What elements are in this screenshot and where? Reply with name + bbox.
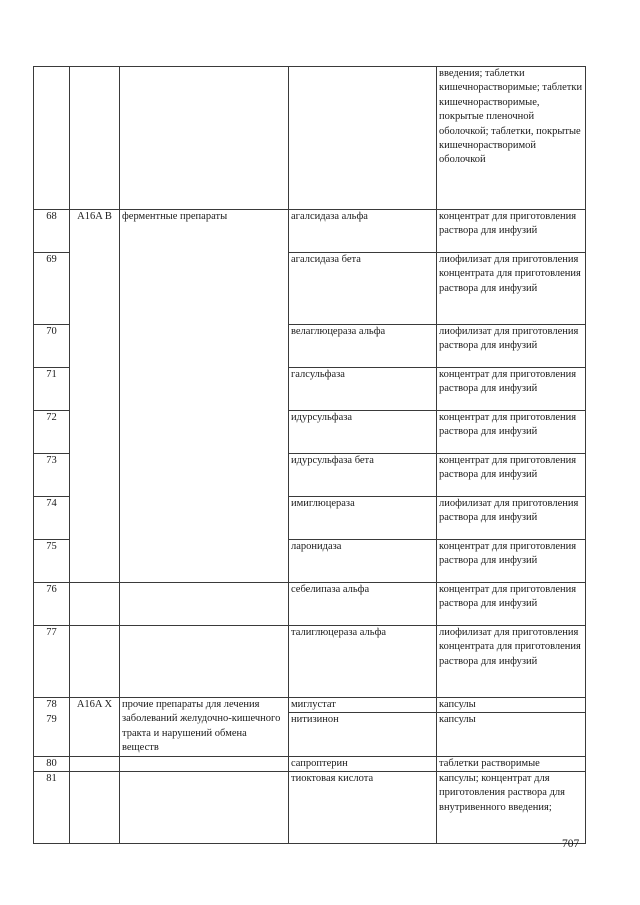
drug-name: велаглюцераза альфа	[289, 325, 437, 368]
row-number: 72	[34, 411, 70, 454]
drug-name: ларонидаза	[289, 540, 437, 583]
dosage-form: концентрат для приготовления раствора для инфузий	[437, 368, 586, 411]
dosage-form: концентрат для приготовления раствора для инфузий	[437, 210, 586, 253]
row-number: 71	[34, 368, 70, 411]
dosage-form: таблетки растворимые	[437, 756, 586, 771]
dosage-form: лиофилизат для приготовления раствора для инфузий	[437, 497, 586, 540]
dosage-form: концентрат для приготовления раствора для инфузий	[437, 540, 586, 583]
drug-name: тиоктовая кислота	[289, 772, 437, 844]
table-row	[34, 67, 586, 210]
dosage-form: лиофилизат для приготовления концентрата для приготовления раствора для инфузий	[437, 626, 586, 698]
row-number: 79	[34, 713, 70, 756]
dosage-form: концентрат для приготовления раствора для инфузий	[437, 454, 586, 497]
atc-code	[70, 67, 120, 210]
group-name: ферментные препараты	[120, 210, 289, 583]
dosage-form: лиофилизат для приготовления раствора для инфузий	[437, 325, 586, 368]
row-number: 80	[34, 756, 70, 771]
dosage-form: капсулы	[437, 713, 586, 756]
dosage-form: капсулы	[437, 698, 586, 713]
page-number: 707	[562, 838, 580, 850]
atc-code: A16A X	[70, 698, 120, 757]
row-number: 81	[34, 772, 70, 844]
dosage-form: введения; таблетки кишечнорастворимые; таблетки кишечнорастворимые, покрытые пленочной оболочкой; таблетки, покрытые кишечнорастворимой оболочкой	[437, 67, 586, 210]
row-number	[34, 67, 70, 210]
atc-code	[70, 772, 120, 844]
group-name	[120, 772, 289, 844]
dosage-form: концентрат для приготовления раствора для инфузий	[437, 583, 586, 626]
atc-code	[70, 756, 120, 771]
drug-name: агалсидаза альфа	[289, 210, 437, 253]
drug-name: нитизинон	[289, 713, 437, 756]
group-name	[120, 583, 289, 626]
table-row	[34, 626, 586, 698]
group-name	[120, 756, 289, 771]
row-number: 70	[34, 325, 70, 368]
atc-code: A16A B	[70, 210, 120, 583]
drug-table	[33, 66, 586, 844]
drug-name: талиглюцераза альфа	[289, 626, 437, 698]
row-number: 73	[34, 454, 70, 497]
table-row	[34, 210, 586, 253]
row-number: 78	[34, 698, 70, 713]
group-name: прочие препараты для лечения заболеваний желудочно-кишечного тракта и нарушений обмена веществ	[120, 698, 289, 757]
table-row	[34, 698, 586, 713]
drug-name: агалсидаза бета	[289, 253, 437, 325]
dosage-form: лиофилизат для приготовления концентрата для приготовления раствора для инфузий	[437, 253, 586, 325]
dosage-form: капсулы; концентрат для приготовления раствора для внутривенного введения;	[437, 772, 586, 844]
atc-code	[70, 626, 120, 698]
dosage-form: концентрат для приготовления раствора для инфузий	[437, 411, 586, 454]
row-number: 68	[34, 210, 70, 253]
drug-name: себелипаза альфа	[289, 583, 437, 626]
table-row	[34, 772, 586, 844]
drug-name: идурсульфаза бета	[289, 454, 437, 497]
drug-name	[289, 67, 437, 210]
row-number: 76	[34, 583, 70, 626]
row-number: 77	[34, 626, 70, 698]
row-number: 75	[34, 540, 70, 583]
table-row	[34, 756, 586, 771]
row-number: 69	[34, 253, 70, 325]
group-name	[120, 626, 289, 698]
row-number: 74	[34, 497, 70, 540]
group-name	[120, 67, 289, 210]
drug-name: идурсульфаза	[289, 411, 437, 454]
drug-name: сапроптерин	[289, 756, 437, 771]
drug-name: галсульфаза	[289, 368, 437, 411]
atc-code	[70, 583, 120, 626]
table-row	[34, 583, 586, 626]
drug-name: имиглюцераза	[289, 497, 437, 540]
drug-name: миглустат	[289, 698, 437, 713]
